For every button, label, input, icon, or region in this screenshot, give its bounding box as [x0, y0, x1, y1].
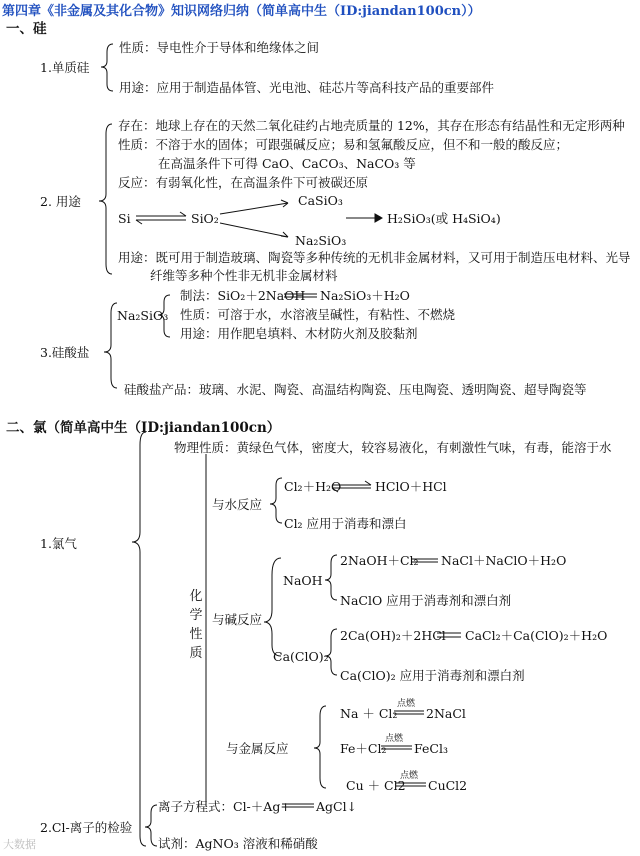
formula-h2sio3: H₂SiO₃(或 H₄SiO₄)	[387, 211, 501, 226]
fe-eq-left: Fe＋Cl₂	[340, 741, 387, 756]
na2sio3-make-suffix: Na₂SiO₃＋H₂O	[320, 288, 410, 303]
section-heading-chlorine: 二、氯（简单高中生（ID:jiandan100cn）	[6, 420, 281, 436]
watermark: 大数据	[3, 838, 36, 851]
condition-ignite: 点燃	[400, 771, 419, 781]
section-heading-silicon: 一、硅	[6, 21, 47, 37]
si-property: 性质：导电性介于导体和绝缘体之间	[119, 40, 320, 55]
naoh-eq-left: 2NaOH＋Cl₂	[340, 553, 419, 568]
brace-chlorine	[132, 432, 146, 846]
fe-eq-right: FeCl₃	[414, 741, 448, 756]
naoh-use: NaClO 应用于消毒剂和漂白剂	[340, 593, 512, 608]
label-metal-reaction: 与金属反应	[226, 741, 289, 756]
ca-eq-right: CaCl₂＋Ca(ClO)₂＋H₂O	[465, 628, 608, 643]
formula-si: Si	[118, 211, 131, 226]
condition-ignite: 点燃	[397, 699, 416, 709]
sio2-property-1: 性质：不溶于水的固体；可跟强碱反应；易和氢氟酸反应，但不和一般的酸反应；	[118, 137, 569, 152]
condition-ignite: 点燃	[385, 734, 404, 744]
formula-na2sio3: Na₂SiO₃	[295, 233, 347, 248]
ca-use: Ca(ClO)₂ 应用于消毒剂和漂白剂	[340, 668, 525, 683]
ion-eq-right: AgCl↓	[316, 799, 358, 814]
label-silicate: 3.硅酸盐	[40, 345, 90, 360]
sio2-reaction: 反应：有弱氧化性，在高温条件下可被碳还原	[118, 175, 369, 190]
sio2-usage-2: 纤维等多种个性非无机非金属材料	[150, 268, 338, 283]
ion-eq-left: 离子方程式：Cl-＋Ag+	[158, 799, 291, 814]
formula-naoh: NaOH	[283, 573, 323, 588]
formula-sio2: SiO₂	[191, 211, 219, 226]
si-usage: 用途：应用于制造晶体管、光电池、硅芯片等高科技产品的重要部件	[119, 80, 495, 95]
sio2-existence: 存在：地球上存在的天然二氧化硅约占地壳质量的 12%，其存在形态有结晶性和无定形两种	[118, 118, 625, 133]
cl2-physical: 物理性质：黄绿色气体，密度大，较容易液化，有刺激性气味，有毒，能溶于水	[174, 440, 612, 455]
label-cl-ion-test: 2.Cl-离子的检验	[40, 820, 133, 835]
formula-na2sio3-silicate: Na₂SiO₃	[117, 308, 169, 323]
cu-eq-left: Cu ＋ Cl2	[346, 778, 406, 793]
na2sio3-usage: 用途：用作肥皂填料、木材防火剂及胶黏剂	[180, 326, 418, 341]
label-elemental-si: 1.单质硅	[40, 60, 90, 75]
cu-eq-right: CuCl2	[428, 778, 468, 793]
chem-prop-char: 化	[189, 589, 203, 604]
page-title: 第四章《非金属及其化合物》知识网络归纳（简单高中生（ID:jiandan100cn））	[2, 4, 481, 19]
na-eq-right: 2NaCl	[426, 706, 466, 721]
water-eq-left: Cl₂＋H₂O	[284, 479, 342, 494]
label-uses: 2. 用途	[40, 194, 81, 209]
na2sio3-property: 性质：可溶于水，水溶液呈碱性，有粘性、不燃烧	[180, 307, 456, 322]
na-eq-left: Na ＋ Cl₂	[340, 706, 398, 721]
na2sio3-make-prefix: 制法：SiO₂＋2NaOH	[180, 288, 306, 303]
chem-prop-char: 学	[189, 608, 203, 623]
brace-uses	[99, 124, 112, 274]
formula-casio3: CaSiO₃	[298, 193, 343, 208]
formula-caclo2: Ca(ClO)₂	[273, 649, 329, 664]
water-eq-right: HClO＋HCl	[375, 479, 447, 494]
label-base-reaction: 与碱反应	[212, 612, 263, 627]
naoh-eq-right: NaCl＋NaClO＋H₂O	[441, 553, 567, 568]
sio2-usage-1: 用途：既可用于制造玻璃、陶瓷等多种传统的无机非金属材料，又可用于制造压电材料、光导	[118, 250, 631, 265]
silicate-products: 硅酸盐产品：玻璃、水泥、陶瓷、高温结构陶瓷、压电陶瓷、透明陶瓷、超导陶瓷等	[124, 382, 587, 397]
ca-eq-left: 2Ca(OH)₂＋2HCl	[340, 628, 446, 643]
ion-test-reagent: 试剂：AgNO₃ 溶液和稀硝酸	[158, 836, 318, 851]
brace-elemental-si	[101, 44, 113, 91]
chem-prop-char: 质	[189, 646, 203, 661]
sio2-property-2: 在高温条件下可得 CaO、CaCO₃、NaCO₃ 等	[158, 156, 416, 171]
chem-prop-char: 性	[189, 627, 203, 642]
brace-silicate	[104, 303, 117, 388]
label-water-reaction: 与水反应	[212, 497, 263, 512]
label-chlorine: 1.氯气	[40, 536, 77, 551]
water-use: Cl₂ 应用于消毒和漂白	[284, 516, 407, 531]
